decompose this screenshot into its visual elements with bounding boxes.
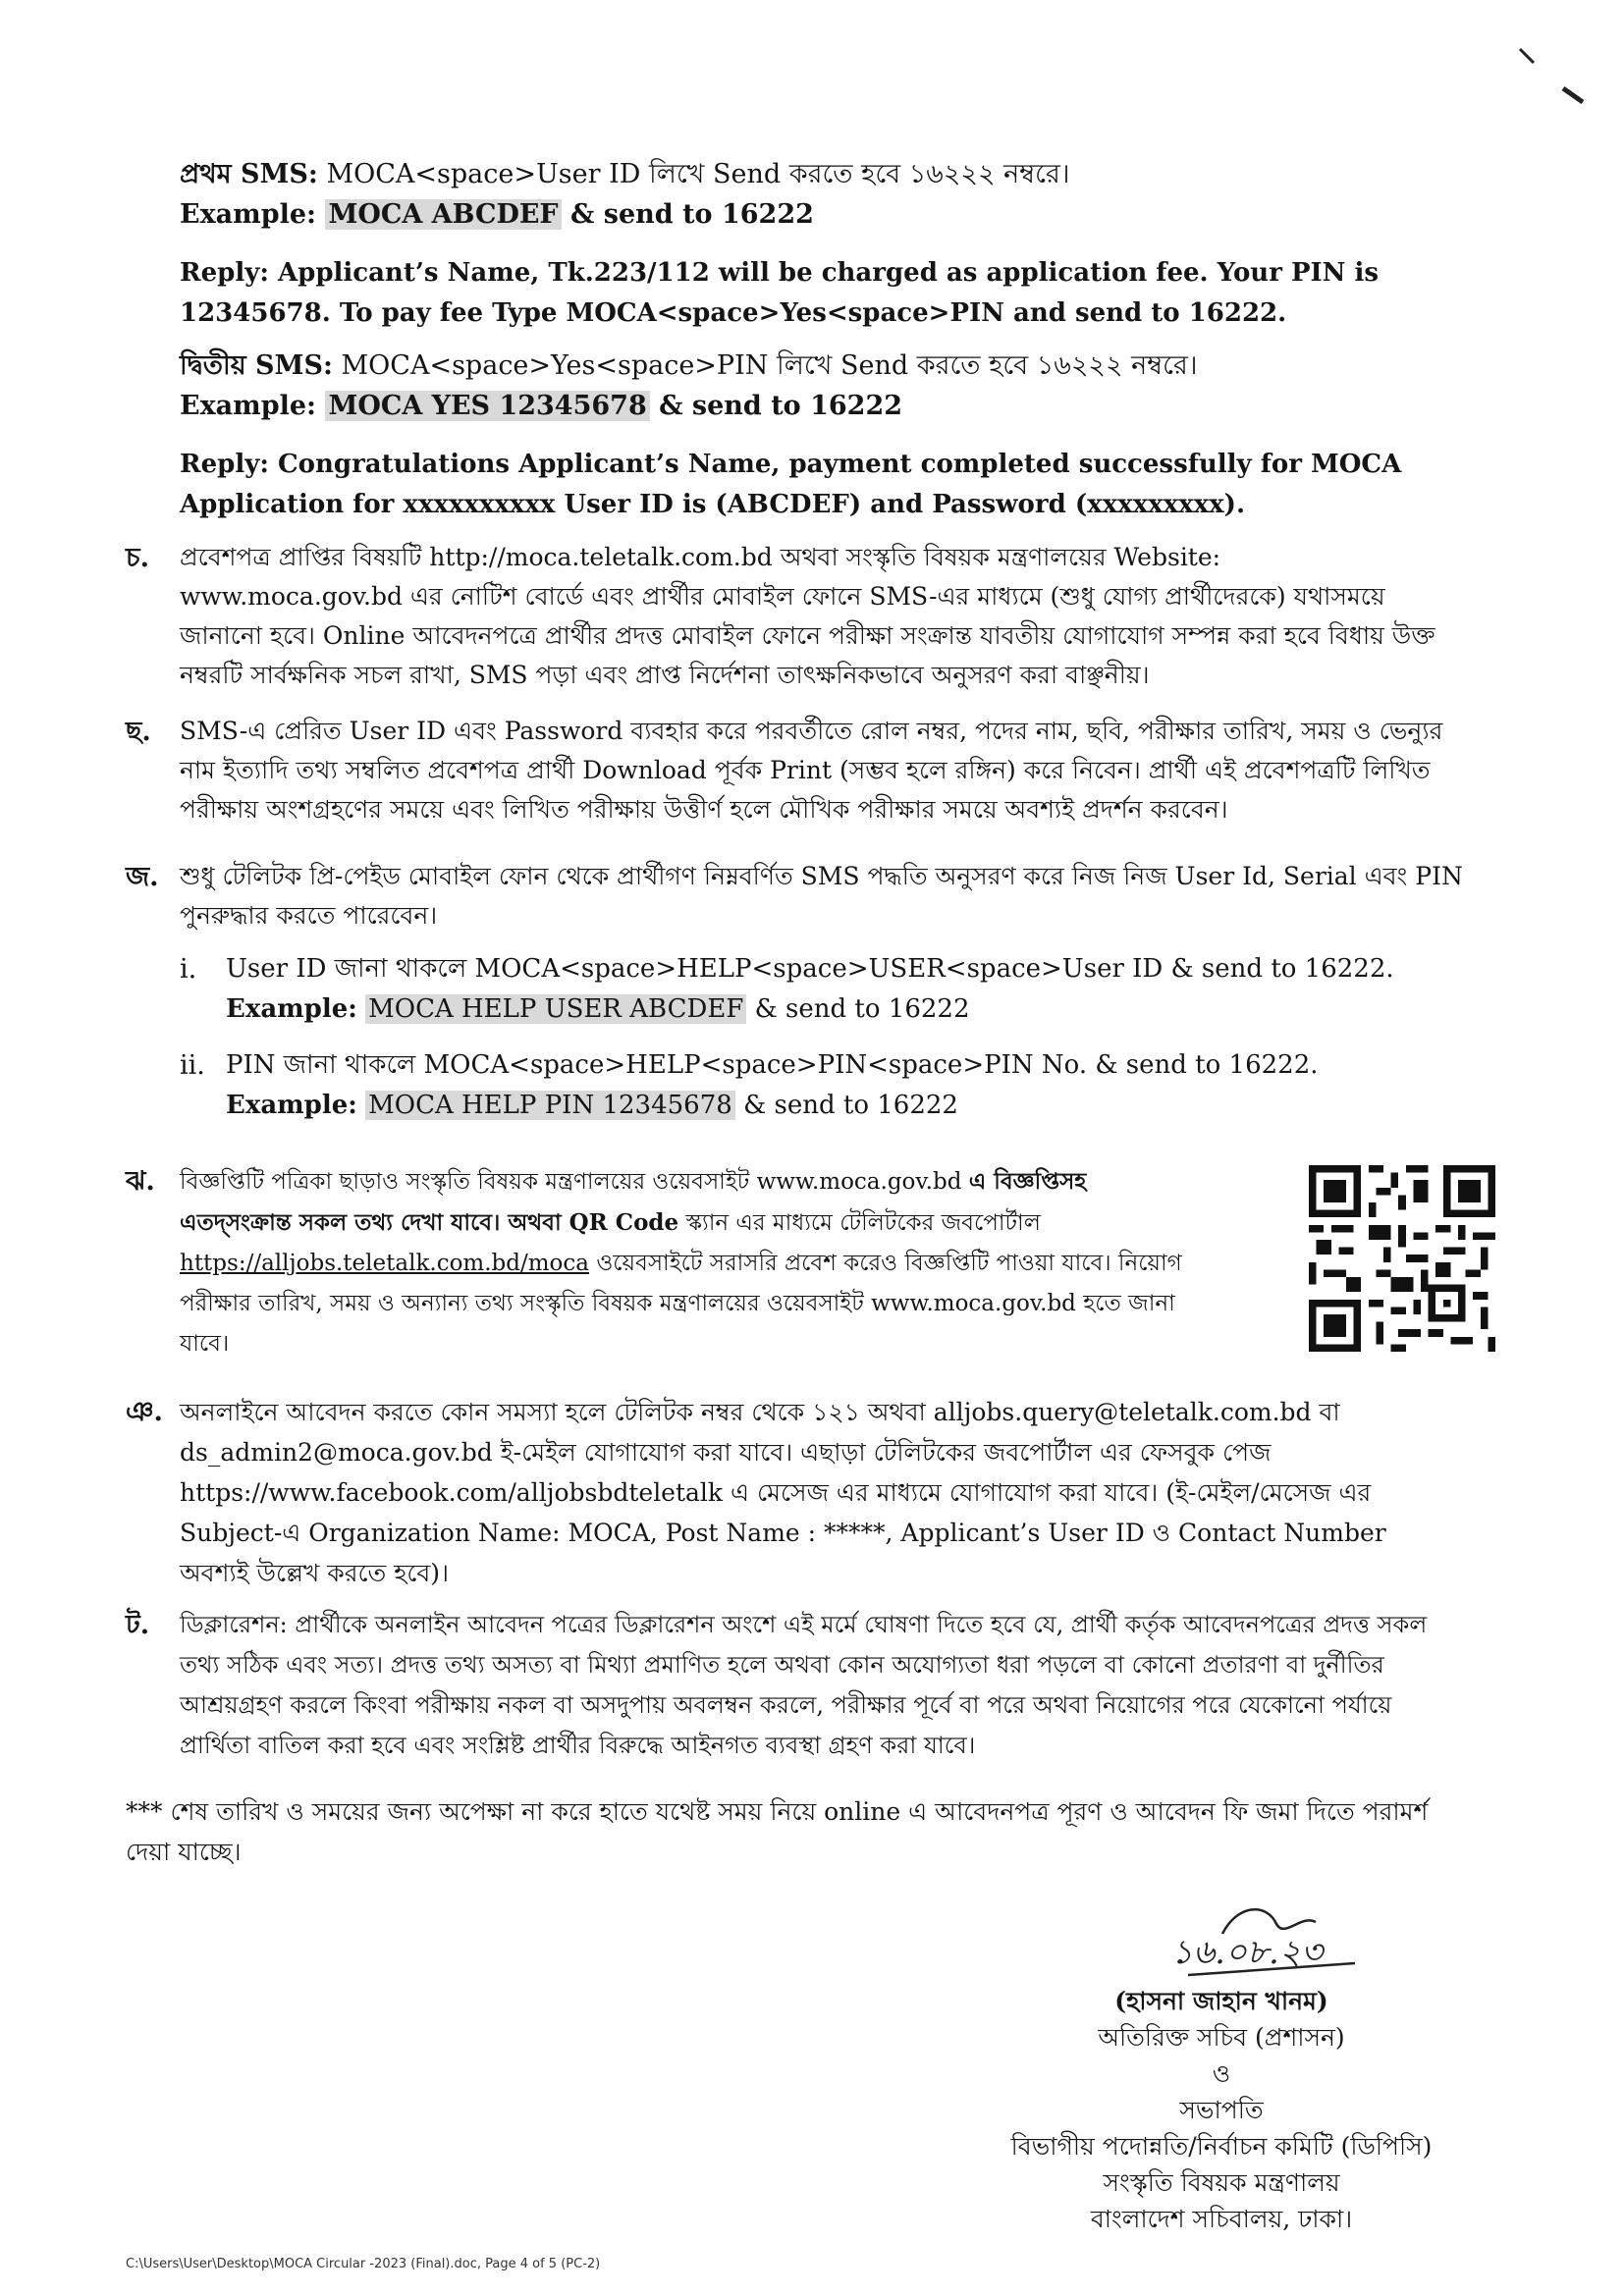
reply-line: Reply: Applicant’s Name, Tk.223/112 will be charged as application fee. Your PIN is [180, 258, 1379, 288]
example-code: MOCA ABCDEF [325, 199, 561, 230]
qr-code-icon[interactable] [1309, 1165, 1495, 1352]
item-label: জ. [126, 862, 159, 892]
example-label: Example: [180, 199, 317, 230]
item-line: নম্বরটি সার্বক্ষনিক সচল রাখা, SMS পড়া এবং প্রাপ্ত নির্দেশনা তাৎক্ষনিকভাবে অনুসরণ করা বাঞ্ছনীয়। [180, 661, 1150, 689]
handwritten-date: ১৬.০৮.২৩ [1170, 1933, 1324, 1972]
sub-item-marker: i. [180, 954, 197, 985]
sub-item-text: User ID জানা থাকলে MOCA<space>HELP<space>USER<space>User ID & send to 16222. [226, 954, 1394, 984]
sms-reply-2 [180, 445, 1505, 525]
signatory-and: ও [1212, 2059, 1231, 2088]
item-line: নাম ইত্যাদি তথ্য সম্বলিত প্রবেশপত্র প্রার্থী Download পূর্বক Print (সম্ভব হলে রঙ্গিন) করে নিবেন। প্রার্থী এই প্রবেশপত্রটি লিখিত [180, 756, 1431, 784]
note [126, 1791, 1500, 1872]
example-tail: & send to 16222 [754, 994, 970, 1024]
item-ta [180, 1605, 1505, 1766]
example-tail: & send to 16222 [659, 391, 903, 421]
item-line: https://www.facebook.com/alljobsbdteletalk এ মেসেজ এর মাধ্যমে যোগাযোগ করা যাবে। (ই-মেইল/মেসেজ এর [180, 1478, 1372, 1507]
sms-first-text: MOCA<space>User ID লিখে Send করতে হবে ১৬২২২ নম্বরে। [326, 159, 1070, 189]
item-text: ওয়েবসাইটে সরাসরি প্রবেশ করেও বিজ্ঞপ্তিটি পাওয়া যাবে। নিয়োগ [596, 1251, 1182, 1276]
footer-path: C:\Users\User\Desktop\MOCA Circular -2023 (Final).doc, Page 4 of 5 (PC-2) [126, 2257, 601, 2271]
item-ja [180, 857, 1505, 935]
item-label: ঞ. [126, 1397, 163, 1427]
example-code: MOCA HELP USER ABCDEF [365, 994, 746, 1024]
sms-first [180, 154, 1505, 235]
sub-item-i [226, 949, 1502, 1030]
item-cha [180, 538, 1505, 695]
item-line: প্রার্থিতা বাতিল করা হবে এবং সংশ্লিষ্ট প্রার্থীর বিরুদ্ধে আইনগত ব্যবস্থা গ্রহণ করা যাবে। [180, 1732, 976, 1759]
item-line: যাবে। [180, 1331, 230, 1357]
sub-item-marker: ii. [180, 1050, 205, 1081]
item-text: বিজ্ঞপ্তিটি পত্রিকা ছাড়াও সংস্কৃতি বিষয়ক মন্ত্রণালয়ের ওয়েবসাইট www.moca.gov.bd [180, 1169, 962, 1195]
example-code: MOCA YES 12345678 [325, 391, 649, 421]
note-line: *** শেষ তারিখ ও সময়ের জন্য অপেক্ষা না করে হাতে যথেষ্ট সময় নিয়ে online এ আবেদনপত্র পূরণ ও আবেদন ফি জমা দিতে পরামর্শ [126, 1797, 1429, 1826]
item-nya [180, 1392, 1505, 1593]
sms-second-label: দ্বিতীয় SMS: [180, 350, 333, 381]
item-line: ds_admin2@moca.gov.bd ই-মেইল যোগাযোগ করা যাবে। এছাড়া টেলিটকের জবপোর্টাল এর ফেসবুক পেজ [180, 1438, 1272, 1467]
reply-line: Application for xxxxxxxxxx User ID is (ABCDEF) and Password (xxxxxxxxx). [180, 490, 1245, 519]
sub-item-ii [226, 1045, 1502, 1126]
sms-reply-1 [180, 253, 1505, 334]
reply-line: Reply: Congratulations Applicant’s Name, payment completed successfully for MOCA [180, 450, 1402, 479]
item-chha [180, 712, 1505, 829]
item-text-bold: এতদ্‌সংক্রান্ত সকল তথ্য দেখা যাবে। অথবা QR Code [180, 1209, 679, 1236]
item-text-bold: এ বিজ্ঞপ্তিসহ [968, 1168, 1087, 1195]
note-line: দেয়া যাচ্ছে। [126, 1838, 242, 1866]
item-line: www.moca.gov.bd এর নোটিশ বোর্ডে এবং প্রার্থীর মোবাইল ফোনে SMS-এর মাধ্যমে (শুধু যোগ্য প্রার্থীদেরকে) যথাসময়ে [180, 582, 1385, 611]
item-line: জানানো হবে। Online আবেদনপত্রে প্রার্থীর প্রদত্ত মোবাইল ফোনে পরীক্ষা সংক্রান্ত যাবতীয় যোগাযোগ সম্পন্ন করা হবে বিধায় উক্ত [180, 621, 1435, 650]
sms-second [180, 346, 1505, 426]
sms-first-label: প্রথম SMS: [180, 159, 318, 189]
signature-block [966, 1983, 1477, 2237]
item-line: তথ্য সঠিক এবং সত্য। প্রদত্ত তথ্য অসত্য বা মিথ্যা প্রমাণিত হলে অথবা কোন অযোগ্যতা ধরা পড়লে বা কোনো প্রতারণা বা দুর্নীতির [180, 1651, 1384, 1679]
example-label: Example: [180, 391, 317, 421]
signature-icon [1129, 1895, 1404, 1983]
item-line: অনলাইনে আবেদন করতে কোন সমস্যা হলে টেলিটক নম্বর থেকে ১২১ অথবা alljobs.query@teletalk.com.bd বা [180, 1398, 1340, 1426]
signatory-name: (হাসনা জাহান খানম) [1114, 1987, 1328, 2015]
signatory-ministry: সংস্কৃতি বিষয়ক মন্ত্রণালয় [1103, 2168, 1340, 2197]
example-code: MOCA HELP PIN 12345678 [365, 1091, 735, 1120]
item-line: শুধু টেলিটক প্রি-পেইড মোবাইল ফোন থেকে প্রার্থীগণ নিম্নবর্ণিত SMS পদ্ধতি অনুসরণ করে নিজ নিজ User Id, Serial এবং PIN [180, 862, 1463, 890]
item-label: ছ. [126, 717, 151, 747]
item-line: Subject-এ Organization Name: MOCA, Post Name : *****, Applicant’s User ID ও Contact Number [180, 1519, 1386, 1547]
example-label: Example: [226, 994, 357, 1024]
item-line: ডিক্লারেশন: প্রার্থীকে অনলাইন আবেদন পত্রের ডিক্লারেশন অংশে এই মর্মে ঘোষণা দিতে হবে যে, প্রার্থী কর্তৃক আবেদনপত্রের প্রদত্ত সকল [180, 1611, 1428, 1638]
item-label: ঝ. [126, 1166, 155, 1197]
reply-line: 12345678. To pay fee Type MOCA<space>Yes<space>PIN and send to 16222. [180, 298, 1287, 328]
scan-artifact-icon [1512, 39, 1591, 108]
signatory-role: সভাপতি [1179, 2096, 1264, 2124]
item-line: SMS-এ প্রেরিত User ID এবং Password ব্যবহার করে পরবর্তীতে রোল নম্বর, পদের নাম, ছবি, পরীক্ষার তারিখ, সময় ও ভেন্যুর [180, 717, 1443, 745]
jobportal-link[interactable]: https://alljobs.teletalk.com.bd/moca [180, 1251, 589, 1276]
signatory-committee: বিভাগীয় পদোন্নতি/নির্বাচন কমিটি (ডিপিসি) [1010, 2132, 1433, 2161]
item-line: পরীক্ষায় অংশগ্রহণের সময়ে এবং লিখিত পরীক্ষায় উত্তীর্ণ হলে মৌখিক পরীক্ষার সময়ে অবশ্যই প্রদর্শন করবেন। [180, 795, 1228, 824]
item-jha [180, 1161, 1299, 1364]
item-line: প্রবেশপত্র প্রাপ্তির বিষয়টি http://moca.teletalk.com.bd অথবা সংস্কৃতি বিষয়ক মন্ত্রণালয়ের Website: [180, 543, 1221, 571]
item-text: স্ক্যান এর মাধ্যমে টেলিটকের জবপোর্টাল [685, 1210, 1041, 1236]
sms-second-text: MOCA<space>Yes<space>PIN লিখে Send করতে হবে ১৬২২২ নম্বরে। [341, 350, 1198, 381]
example-tail: & send to 16222 [743, 1091, 958, 1120]
example-label: Example: [226, 1091, 357, 1120]
sub-item-text: PIN জানা থাকলে MOCA<space>HELP<space>PIN<space>PIN No. & send to 16222. [226, 1050, 1319, 1080]
item-line: আশ্রয়গ্রহণ করলে কিংবা পরীক্ষায় নকল বা অসদুপায় অবলম্বন করলে, পরীক্ষার পূর্বে বা পরে অথবা নিয়োগের পরে যেকোনো পর্যায়ে [180, 1691, 1392, 1719]
signatory-designation: অতিরিক্ত সচিব (প্রশাসন) [1098, 2023, 1345, 2052]
signatory-place: বাংলাদেশ সচিবালয়, ঢাকা। [1090, 2205, 1353, 2233]
item-line: পরীক্ষার তারিখ, সময় ও অন্যান্য তথ্য সংস্কৃতি বিষয়ক মন্ত্রণালয়ের ওয়েবসাইট www.moca.gov.bd হতে জানা [180, 1291, 1175, 1316]
item-label: ট. [126, 1610, 150, 1640]
item-line: অবশ্যই উল্লেখ করতে হবে)। [180, 1559, 450, 1587]
item-line: পুনরুদ্ধার করতে পারেবেন। [180, 901, 438, 930]
example-tail: & send to 16222 [570, 199, 814, 230]
item-label: চ. [126, 543, 149, 573]
